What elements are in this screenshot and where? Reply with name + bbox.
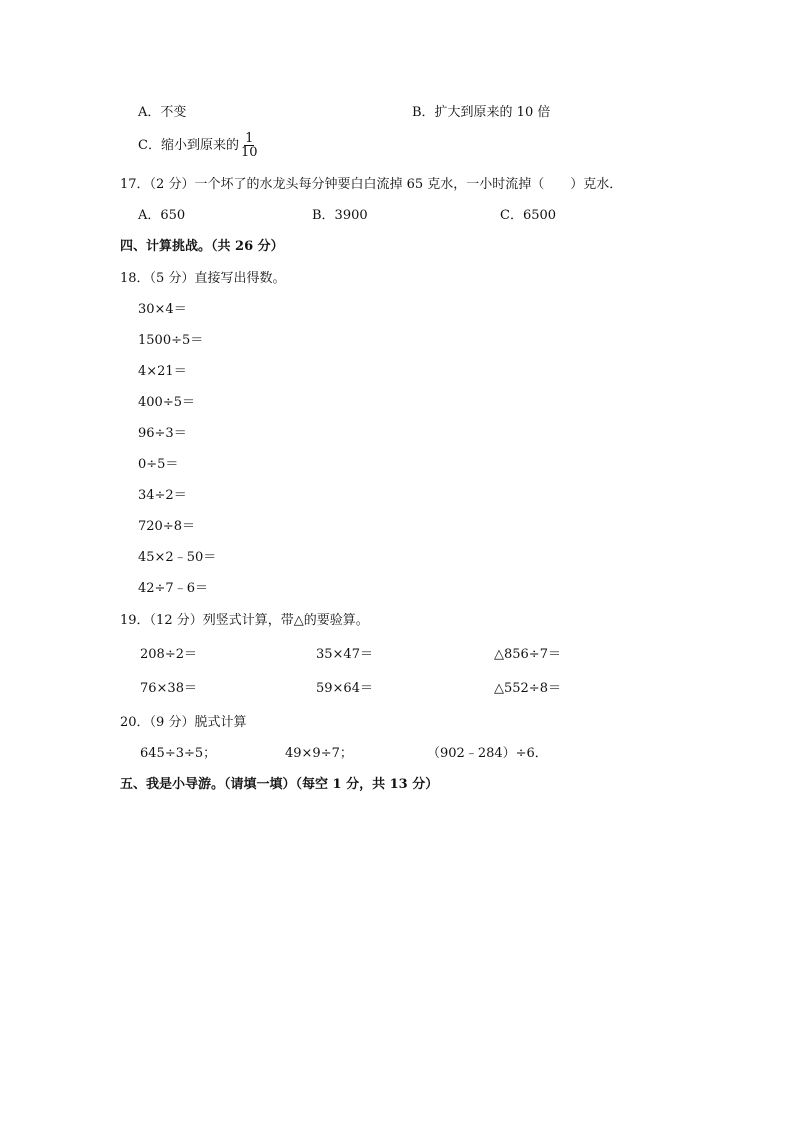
q18-item: 1500÷5＝ — [138, 333, 204, 348]
q18-item: 400÷5＝ — [138, 395, 195, 410]
q18-item: 45×2﹣50＝ — [138, 550, 217, 565]
q17-option-a: A．650 — [138, 208, 186, 223]
q18-item: 42÷7﹣6＝ — [138, 581, 208, 596]
q18-item: 0÷5＝ — [138, 457, 179, 472]
q16-option-c-text: C．缩小到原来的 — [138, 138, 239, 153]
q18-item: 720÷8＝ — [138, 519, 195, 534]
q20-item: （902﹣284）÷6． — [427, 746, 548, 761]
q16-option-c — [138, 132, 259, 159]
q20-item: 645÷3÷5； — [140, 746, 217, 761]
q18-item: 96÷3＝ — [138, 426, 187, 441]
q19-item: △856÷7＝ — [494, 647, 561, 662]
section-5-title: 五、我是小导游。（请填一填）（每空 1 分，共 13 分） — [120, 777, 439, 792]
q16-option-a: A．不变 — [138, 105, 187, 120]
q19-item: △552÷8＝ — [494, 681, 561, 696]
q19-stem: 19．（12 分）列竖式计算，带△的要验算。 — [120, 613, 369, 628]
q17-stem: 17．（2 分）一个坏了的水龙头每分钟要白白流掉 65 克水，一小时流掉（ ）克水． — [120, 177, 623, 192]
q17-option-b: B．3900 — [312, 208, 368, 223]
q19-item: 35×47＝ — [316, 647, 373, 662]
fraction — [240, 132, 259, 159]
section-4-title: 四、计算挑战。（共 26 分） — [120, 239, 284, 254]
fraction-denominator: 10 — [240, 145, 258, 160]
q19-item: 59×64＝ — [316, 681, 373, 696]
fraction-numerator: 1 — [245, 131, 254, 146]
q20-item: 49×9÷7； — [285, 746, 353, 761]
q19-item: 76×38＝ — [140, 681, 197, 696]
q16-option-b: B．扩大到原来的 10 倍 — [412, 105, 551, 120]
q18-item: 4×21＝ — [138, 364, 187, 379]
q17-option-c: C．6500 — [500, 208, 557, 223]
q18-item: 30×4＝ — [138, 302, 187, 317]
q18-stem: 18．（5 分）直接写出得数。 — [120, 271, 286, 286]
q20-stem: 20．（9 分）脱式计算 — [120, 715, 247, 730]
q18-item: 34÷2＝ — [138, 488, 187, 503]
q19-item: 208÷2＝ — [140, 647, 197, 662]
